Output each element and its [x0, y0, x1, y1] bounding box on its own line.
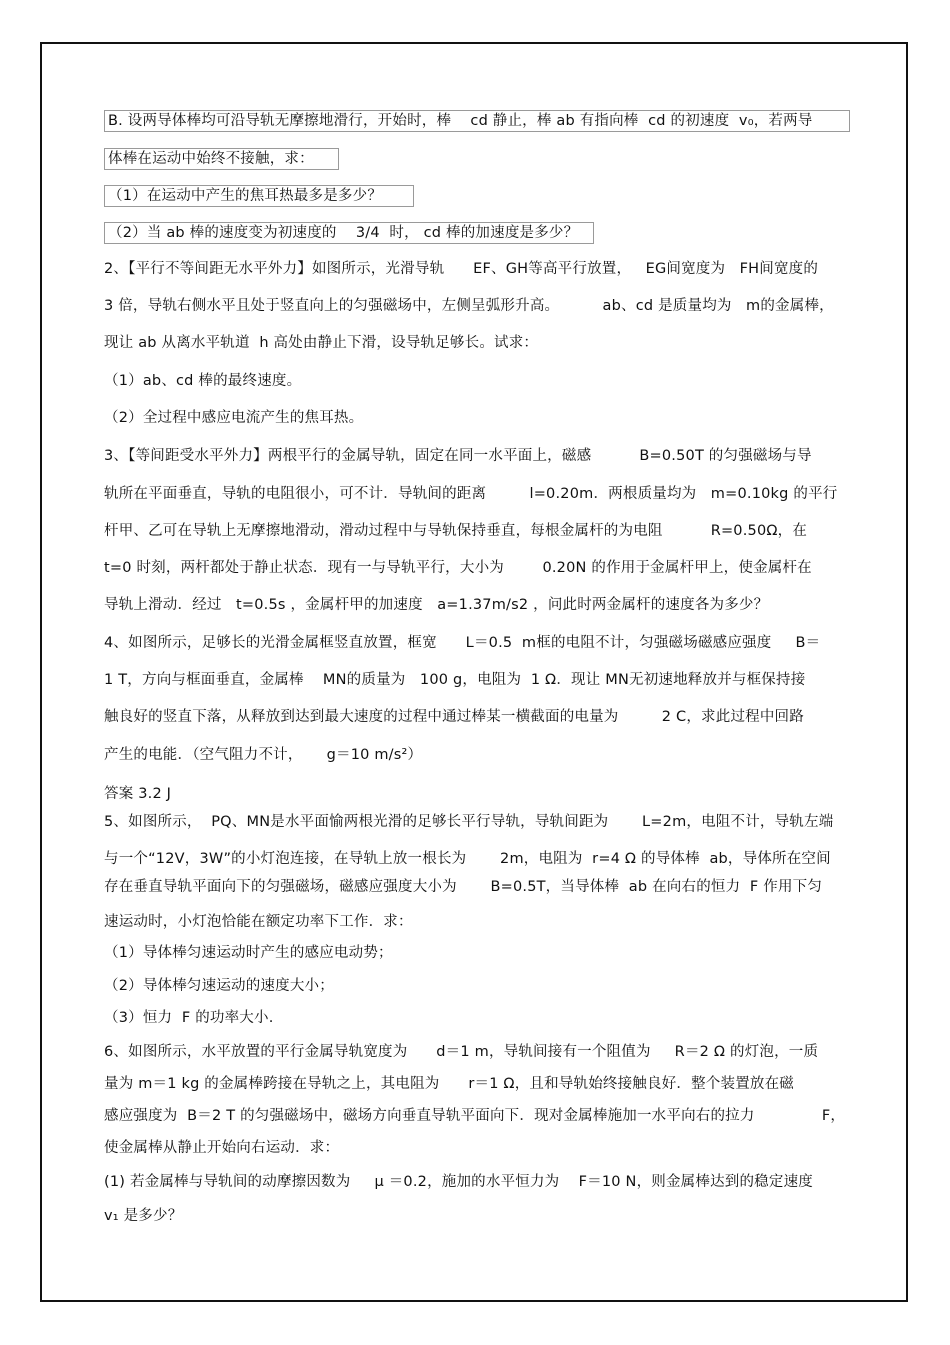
- text-line-q3-2: 轨所在平面垂直，导轨的电阻很小，可不计．导轨间的距离 l=0.20m．两根质量均为 m=0.10kg 的平行: [104, 486, 838, 502]
- text-line-q4-3: 触良好的竖直下落，从释放到达到最大速度的过程中通过棒某一横截面的电量为 2 C，求此过程中回路: [104, 709, 804, 725]
- text-line-q5-sub2: （2）导体棒匀速运动的速度大小；: [104, 978, 334, 994]
- text-line-q2-3: 现让 ab 从离水平轨道 h 高处由静止下滑，设导轨足够长。试求：: [104, 335, 539, 351]
- text-line-q5-4: 速运动时，小灯泡恰能在额定功率下工作．求：: [104, 914, 413, 930]
- text-line-q3-1: 3、【等间距受水平外力】两根平行的金属导轨，固定在同一水平面上，磁感 B=0.50T 的匀强磁场与导: [104, 448, 812, 464]
- text-line-subq-2: （2）当 ab 棒的速度变为初速度的 3/4 时， cd 棒的加速度是多少？: [104, 222, 594, 244]
- text-line-question-b: B. 设两导体棒均可沿导轨无摩擦地滑行，开始时，棒 cd 静止，棒 ab 有指向棒 cd 的初速度 v₀，若两导: [104, 110, 850, 132]
- text-line-subq-1: （1）在运动中产生的焦耳热最多是多少？: [104, 185, 414, 207]
- text-line-q6-sub1: (1) 若金属棒与导轨间的动摩擦因数为 μ ＝0.2，施加的水平恒力为 F＝10 N，则金属棒达到的稳定速度: [104, 1174, 813, 1190]
- text-line-q4-1: 4、如图所示，足够长的光滑金属框竖直放置，框宽 L＝0.5 m框的电阻不计，匀强磁场磁感应强度 B＝: [104, 635, 821, 651]
- text-line-q6-1: 6、如图所示，水平放置的平行金属导轨宽度为 d＝1 m，导轨间接有一个阻值为 R＝2 Ω 的灯泡，一质: [104, 1044, 819, 1060]
- text-line-q5-sub1: （1）导体棒匀速运动时产生的感应电动势；: [104, 945, 393, 961]
- text-line-answer: 答案 3.2 J: [104, 786, 172, 802]
- text-line-q2-1: 2、【平行不等间距无水平外力】如图所示，光滑导轨 EF、GH等高平行放置， EG间宽度为 FH间宽度的: [104, 261, 819, 277]
- text-line-q6-sub1-cont: v₁ 是多少？: [104, 1208, 183, 1224]
- text-line-q6-2: 量为 m＝1 kg 的金属棒跨接在导轨之上，其电阻为 r＝1 Ω，且和导轨始终接触良好．整个装置放在磁: [104, 1076, 795, 1092]
- text-line-q2-sub2: （2）全过程中感应电流产生的焦耳热。: [104, 410, 364, 426]
- text-line-q6-3: 感应强度为 B＝2 T 的匀强磁场中，磁场方向垂直导轨平面向下．现对金属棒施加一水平向右的拉力 F，: [104, 1108, 846, 1124]
- text-line-q3-5: 导轨上滑动．经过 t=0.5s ，金属杆甲的加速度 a=1.37m/s2 ，问此时两金属杆的速度各为多少？: [104, 597, 769, 613]
- text-line-q2-sub1: （1）ab、cd 棒的最终速度。: [104, 373, 302, 389]
- text-line-q3-4: t=0 时刻，两杆都处于静止状态．现有一与导轨平行，大小为 0.20N 的作用于金属杆甲上，使金属杆在: [104, 560, 812, 576]
- text-line-question-b-cont: 体棒在运动中始终不接触，求：: [104, 148, 339, 170]
- text-line-q5-sub3: （3）恒力 F 的功率大小.: [104, 1010, 274, 1026]
- text-line-q5-2: 与一个“12V，3W”的小灯泡连接，在导轨上放一根长为 2m，电阻为 r=4 Ω 的导体棒 ab，导体所在空间: [104, 851, 831, 867]
- text-line-q3-3: 杆甲、乙可在导轨上无摩擦地滑动，滑动过程中与导轨保持垂直，每根金属杆的为电阻 R=0.50Ω，在: [104, 523, 808, 539]
- text-line-q5-3: 存在垂直导轨平面向下的匀强磁场，磁感应强度大小为 B=0.5T，当导体棒 ab 在向右的恒力 F 作用下匀: [104, 879, 823, 895]
- text-line-q4-2: 1 T，方向与框面垂直，金属棒 MN的质量为 100 g，电阻为 1 Ω．现让 MN无初速地释放并与框保持接: [104, 672, 806, 688]
- text-line-q2-2: 3 倍，导轨右侧水平且处于竖直向上的匀强磁场中，左侧呈弧形升高。 ab、cd 是质量均为 m的金属棒，: [104, 298, 834, 314]
- text-line-q5-1: 5、如图所示， PQ、MN是水平面愉两根光滑的足够长平行导轨，导轨间距为 L=2m，电阻不计，导轨左端: [104, 814, 834, 830]
- text-line-q6-4: 使金属棒从静止开始向右运动．求：: [104, 1140, 340, 1156]
- text-line-q4-4: 产生的电能．（空气阻力不计， g＝10 m/s²）: [104, 747, 423, 763]
